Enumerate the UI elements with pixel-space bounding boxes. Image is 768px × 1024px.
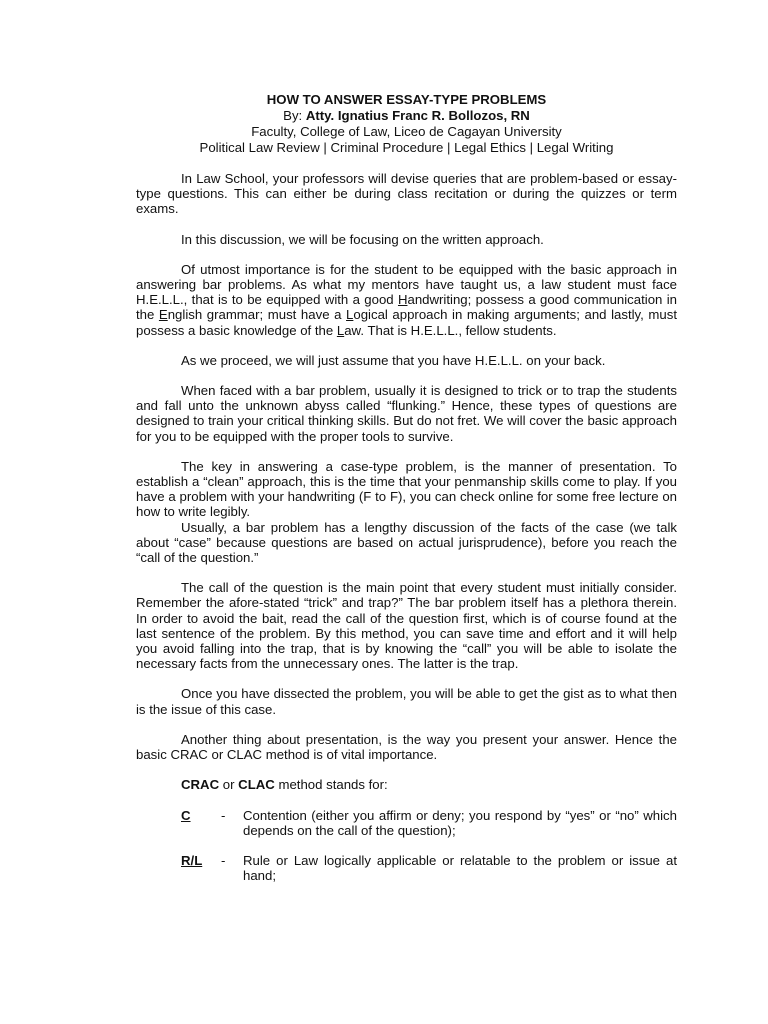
paragraph-proceed: As we proceed, we will just assume that you have H.E.L.L. on your back. (181, 352, 606, 368)
definition-code: C (181, 807, 191, 823)
definition-text: Contention (either you affirm or deny; you respond by “yes” or “no” which depends on the call of the question); (243, 807, 677, 838)
paragraph-hell (136, 262, 677, 338)
hell-letter-l2: L (336, 322, 345, 338)
hell-letter-l1: L (346, 307, 354, 323)
hell-text-b: andwriting; possess a good communication in the (136, 292, 677, 323)
affiliation-line: Faculty, College of Law, Liceo de Cagayan University (251, 124, 562, 139)
paragraph-facts: Usually, a bar problem has a lengthy discussion of the facts of the case (we talk about “case” because questions are based on actual jurisprudence), before you reach the “call of the question.” (136, 519, 677, 566)
paragraph-focus: In this discussion, we will be focusing on the written approach. (181, 231, 544, 247)
paragraph-crac-intro: Another thing about presentation, is the way you present your answer. Hence the basic CRAC or CLAC method is of vital importance. (136, 731, 677, 763)
document-page (136, 92, 677, 898)
subjects-line: Political Law Review | Criminal Procedure | Legal Ethics | Legal Writing (199, 140, 614, 155)
document-title: HOW TO ANSWER ESSAY-TYPE PROBLEMS (266, 92, 547, 107)
hell-letter-h: H (397, 292, 408, 308)
method-suffix: method stands for: (274, 777, 388, 793)
definition-c (136, 808, 677, 838)
definition-text: Rule or Law logically applicable or relatable to the problem or issue at hand; (243, 852, 677, 884)
paragraph-dissected: Once you have dissected the problem, you will be able to get the gist as to what then is the issue of this case. (136, 686, 677, 717)
hell-text-f: aw. That is H.E.L.L., fellow students. (344, 322, 557, 338)
hell-text-c: nglish grammar; must have a (167, 307, 347, 323)
hell-letter-e: E (158, 307, 168, 323)
author-name: Atty. Ignatius Franc R. Bollozos, RN (305, 108, 530, 123)
method-heading (181, 777, 677, 792)
paragraph-presentation: The key in answering a case-type problem, is the manner of presentation. To establish a “clean” approach, this is the time that your penmanship skills come to play. If you have a problem with your handwriting (F to F), you can check online for some free lecture on how to write legibly. (136, 458, 677, 520)
clac-label: CLAC (238, 777, 275, 793)
hell-text-d: ogical approach in making arguments; and lastly, must possess a basic knowledge of the (136, 307, 677, 338)
definition-dash: - (221, 807, 226, 823)
paragraph-intro: In Law School, your professors will devise queries that are problem-based or essay-type questions. This can either be during class recitation or during the quizzes or term exams. (136, 171, 677, 217)
document-header (136, 92, 677, 156)
paragraph-trap: When faced with a bar problem, usually it is designed to trick or to trap the students and fall unto the unknown abyss called “flunking.” Hence, these types of questions are designed to train your critical thinking skills. But do not fret. We will cover the basic approach for you to be equipped with the proper tools to survive. (136, 383, 677, 444)
crac-label: CRAC (181, 777, 220, 793)
definition-dash: - (221, 852, 226, 868)
definition-code: R/L (181, 852, 203, 868)
hell-text-a: Of utmost importance is for the student to be equipped with the basic approach in answering bar problems. As what my mentors have taught us, a law student must face H.E.L.L., that is to be equipped with a good (136, 261, 677, 308)
by-prefix: By: (283, 108, 306, 123)
definition-rl (136, 853, 677, 883)
or-text: or (219, 777, 239, 793)
author-line (136, 108, 677, 124)
paragraph-call-of-question: The call of the question is the main point that every student must initially consider. Remember the afore-stated “trick” and trap?” The bar problem itself has a plethora therein. In order to avoid the bait, read the call of the question first, which is of course found at the last sentence of the problem. By this method, you can save time and effort and it will help you avoid falling into the trap, that is by knowing the “call” you will be able to isolate the necessary facts from the unnecessary ones. The latter is the trap. (136, 580, 677, 672)
